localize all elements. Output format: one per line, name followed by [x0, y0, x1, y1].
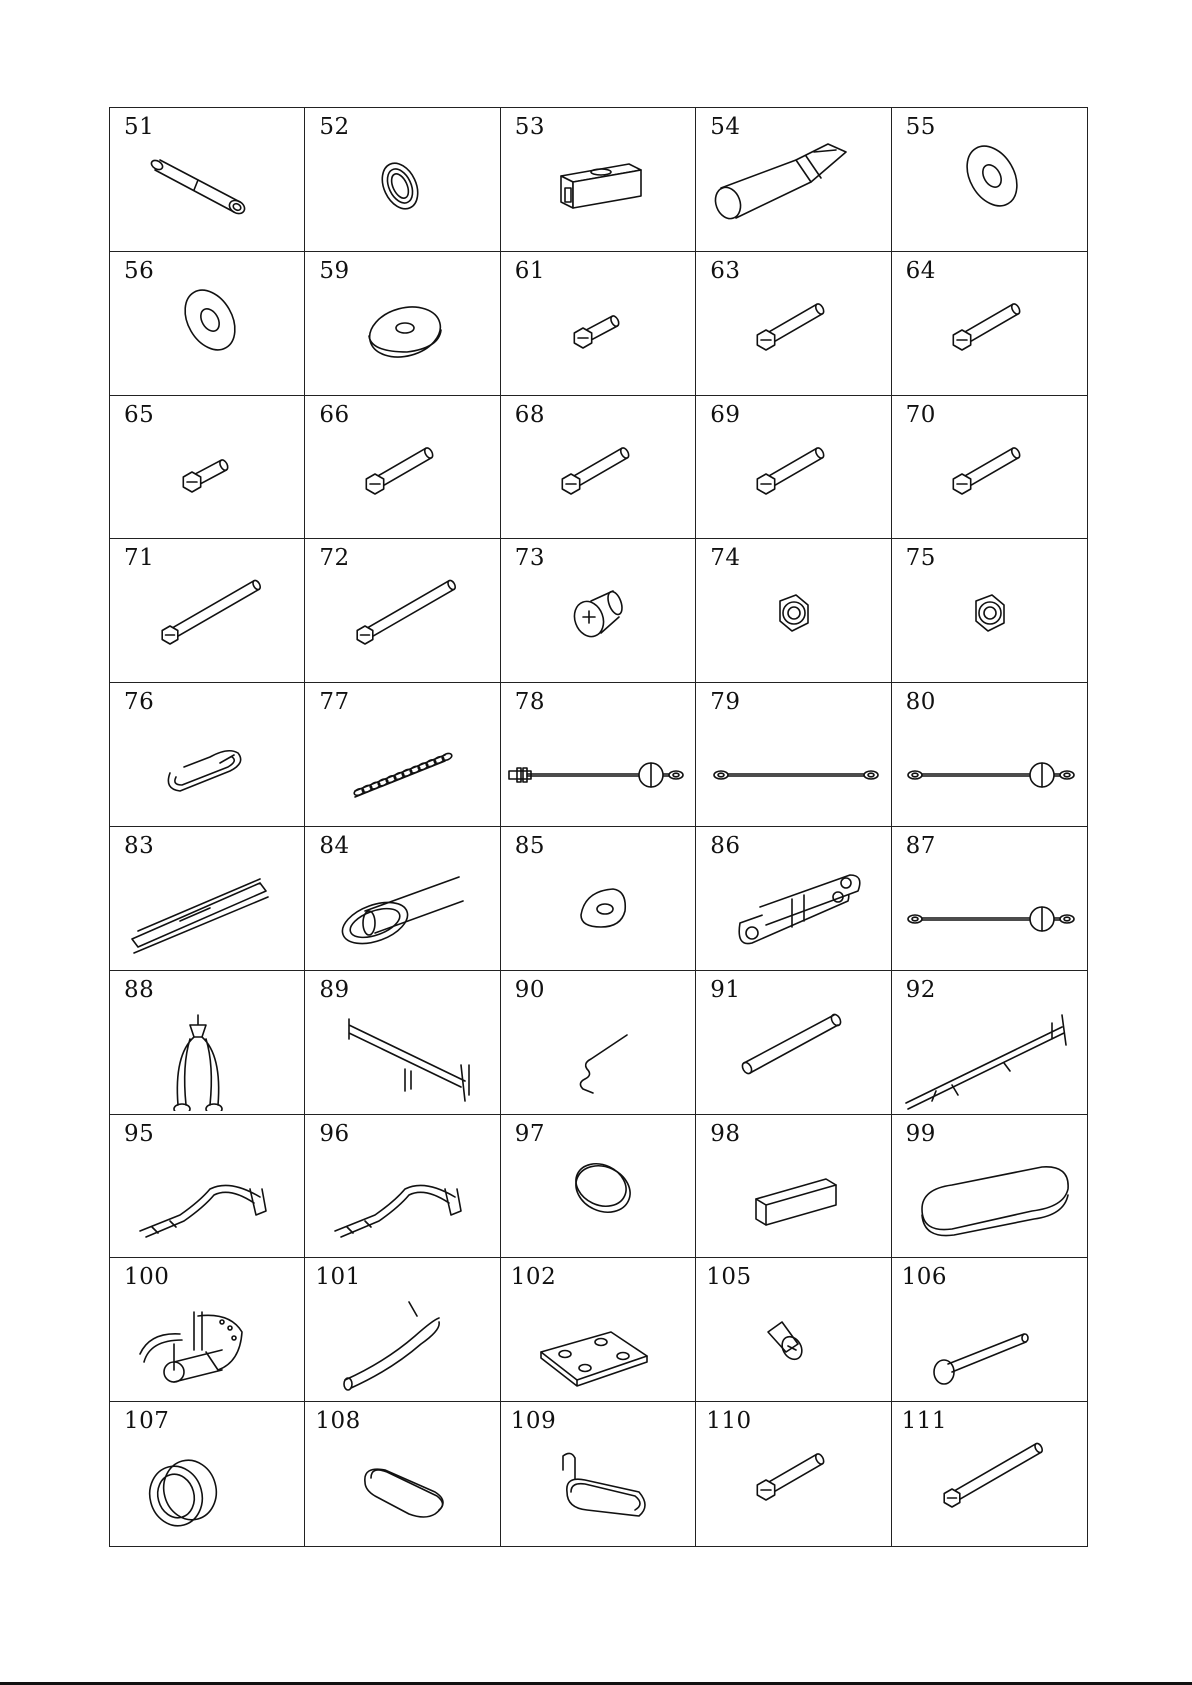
- part-number: 63: [710, 257, 741, 284]
- button-head-bolt-icon: [696, 1292, 891, 1398]
- part-number: 92: [905, 976, 936, 1003]
- part-cell-59: [305, 252, 500, 396]
- part-cell-69: [696, 396, 891, 540]
- end-cap-icon: [501, 1149, 696, 1255]
- part-cell-91: [696, 971, 891, 1115]
- part-number: 108: [315, 1408, 361, 1435]
- part-number: 102: [510, 1264, 557, 1291]
- hex-bolt-icon: [696, 430, 891, 536]
- part-number: 101: [315, 1264, 361, 1291]
- short-hex-bolt-icon: [110, 430, 305, 536]
- part-number: 86: [710, 833, 741, 859]
- sleeve-tube-icon: [110, 142, 305, 248]
- part-cell-106: [892, 1258, 1087, 1402]
- part-number: 54: [710, 114, 741, 140]
- hex-bolt-icon: [305, 430, 500, 536]
- part-cell-111: [892, 1402, 1087, 1546]
- part-cell-84: [305, 827, 500, 971]
- part-number: 100: [124, 1264, 170, 1291]
- part-cell-105: [696, 1258, 891, 1402]
- part-cell-52: [305, 108, 500, 252]
- part-number: 89: [319, 976, 350, 1003]
- part-cell-98: [696, 1115, 891, 1259]
- cable-icon: [696, 717, 891, 823]
- bent-tube-icon: [305, 1292, 500, 1398]
- part-number: 72: [319, 545, 350, 572]
- part-cell-75: [892, 539, 1087, 683]
- cable-with-stop-icon: [501, 717, 696, 823]
- part-number: 97: [514, 1120, 546, 1147]
- part-number: 65: [124, 401, 155, 428]
- part-cell-71: [110, 539, 305, 683]
- part-number: 106: [901, 1264, 947, 1291]
- part-cell-107: [110, 1402, 305, 1546]
- part-cell-83: [110, 827, 305, 971]
- part-number: 66: [319, 401, 350, 428]
- part-cell-77: [305, 683, 500, 827]
- part-number: 68: [514, 401, 546, 428]
- parts-grid: [109, 107, 1088, 1547]
- part-cell-108: [305, 1402, 500, 1546]
- part-cell-76: [110, 683, 305, 827]
- part-cell-80: [892, 683, 1087, 827]
- part-cell-96: [305, 1115, 500, 1259]
- part-cell-55: [892, 108, 1087, 252]
- part-number: 111: [901, 1408, 947, 1435]
- part-cell-100: [110, 1258, 305, 1402]
- part-cell-109: [501, 1402, 696, 1546]
- seat-pad-icon: [892, 1149, 1087, 1255]
- part-cell-88: [110, 971, 305, 1115]
- part-cell-72: [305, 539, 500, 683]
- tube-bracket-icon: [305, 861, 500, 967]
- part-cell-51: [110, 108, 305, 252]
- cable-with-ball-icon: [892, 861, 1087, 967]
- part-number: 96: [319, 1120, 350, 1147]
- part-cell-64: [892, 252, 1087, 396]
- hex-nut-icon: [892, 573, 1087, 679]
- part-number: 70: [905, 401, 936, 428]
- part-number: 110: [706, 1408, 752, 1435]
- chain-icon: [305, 717, 500, 823]
- part-number: 80: [905, 689, 936, 716]
- part-number: 59: [319, 257, 350, 284]
- part-number: 53: [514, 114, 546, 140]
- long-hex-bolt-icon: [110, 573, 305, 679]
- part-number: 71: [124, 545, 155, 572]
- part-number: 76: [124, 689, 155, 716]
- part-number: 98: [710, 1120, 741, 1147]
- hex-bolt-icon: [696, 1436, 891, 1542]
- part-cell-102: [501, 1258, 696, 1402]
- part-number: 91: [710, 976, 741, 1003]
- flange-bolt-icon: [501, 573, 696, 679]
- part-cell-87: [892, 827, 1087, 971]
- long-hex-bolt-icon: [892, 1436, 1087, 1542]
- mounting-plate-icon: [501, 1292, 696, 1398]
- hex-bolt-icon: [501, 430, 696, 536]
- carabiner-icon: [110, 717, 305, 823]
- part-cell-85: [501, 827, 696, 971]
- flat-washer-icon: [892, 142, 1087, 248]
- tube-end-cap-icon: [696, 142, 891, 248]
- hex-nut-icon: [696, 573, 891, 679]
- part-cell-78: [501, 683, 696, 827]
- part-cell-90: [501, 971, 696, 1115]
- long-frame-tube-icon: [892, 1005, 1087, 1111]
- pulley-bracket-icon: [696, 861, 891, 967]
- part-cell-63: [696, 252, 891, 396]
- square-tube-bracket-icon: [501, 142, 696, 248]
- part-cell-61: [501, 252, 696, 396]
- part-cell-68: [501, 396, 696, 540]
- frame-bar-icon: [305, 1005, 500, 1111]
- part-cell-99: [892, 1115, 1087, 1259]
- part-number: 79: [710, 689, 741, 716]
- part-number: 84: [319, 833, 350, 859]
- part-cell-89: [305, 971, 500, 1115]
- part-number: 74: [710, 545, 741, 572]
- part-cell-56: [110, 252, 305, 396]
- hex-bolt-icon: [892, 430, 1087, 536]
- cable-with-ball-icon: [892, 717, 1087, 823]
- teardrop-washer-icon: [501, 861, 696, 967]
- part-cell-65: [110, 396, 305, 540]
- large-washer-icon: [305, 286, 500, 392]
- part-cell-53: [501, 108, 696, 252]
- part-number: 55: [905, 114, 936, 140]
- flat-washer-icon: [110, 286, 305, 392]
- hex-bolt-icon: [696, 286, 891, 392]
- part-cell-79: [696, 683, 891, 827]
- tricep-rope-handle-icon: [110, 1005, 305, 1111]
- part-cell-74: [696, 539, 891, 683]
- part-cell-73: [501, 539, 696, 683]
- part-number: 90: [514, 976, 546, 1003]
- part-cell-86: [696, 827, 891, 971]
- round-tube-icon: [696, 1005, 891, 1111]
- part-number: 51: [124, 114, 155, 140]
- part-cell-97: [501, 1115, 696, 1259]
- long-hex-bolt-icon: [305, 573, 500, 679]
- part-number: 64: [905, 257, 936, 284]
- part-number: 77: [319, 689, 350, 716]
- part-number: 105: [706, 1264, 752, 1291]
- adjustment-assembly-icon: [110, 1292, 305, 1398]
- part-number: 61: [514, 257, 546, 284]
- foam-pad-icon: [696, 1149, 891, 1255]
- bushing-icon: [305, 142, 500, 248]
- round-bushing-icon: [110, 1436, 305, 1542]
- part-number: 107: [124, 1408, 170, 1435]
- curved-arm-icon: [305, 1149, 500, 1255]
- hex-bolt-icon: [892, 286, 1087, 392]
- part-number: 99: [905, 1120, 936, 1147]
- part-number: 69: [710, 401, 741, 428]
- part-cell-101: [305, 1258, 500, 1402]
- part-cell-66: [305, 396, 500, 540]
- part-number: 52: [319, 114, 350, 140]
- oval-tube-bracket-icon: [501, 1436, 696, 1542]
- part-cell-54: [696, 108, 891, 252]
- part-cell-95: [110, 1115, 305, 1259]
- part-number: 95: [124, 1120, 155, 1147]
- part-cell-110: [696, 1402, 891, 1546]
- part-number: 73: [514, 545, 546, 572]
- pull-pin-icon: [892, 1292, 1087, 1398]
- part-number: 78: [514, 689, 546, 716]
- channel-rail-icon: [110, 861, 305, 967]
- part-number: 88: [124, 976, 155, 1003]
- part-number: 83: [124, 833, 155, 859]
- oval-end-cap-icon: [305, 1436, 500, 1542]
- part-number: 87: [905, 833, 936, 859]
- spring-clip-icon: [501, 1005, 696, 1111]
- part-cell-70: [892, 396, 1087, 540]
- part-number: 109: [510, 1408, 557, 1435]
- curved-arm-icon: [110, 1149, 305, 1255]
- short-hex-bolt-icon: [501, 286, 696, 392]
- part-cell-92: [892, 971, 1087, 1115]
- part-number: 75: [905, 545, 936, 572]
- part-number: 56: [124, 257, 155, 284]
- part-number: 85: [514, 833, 546, 859]
